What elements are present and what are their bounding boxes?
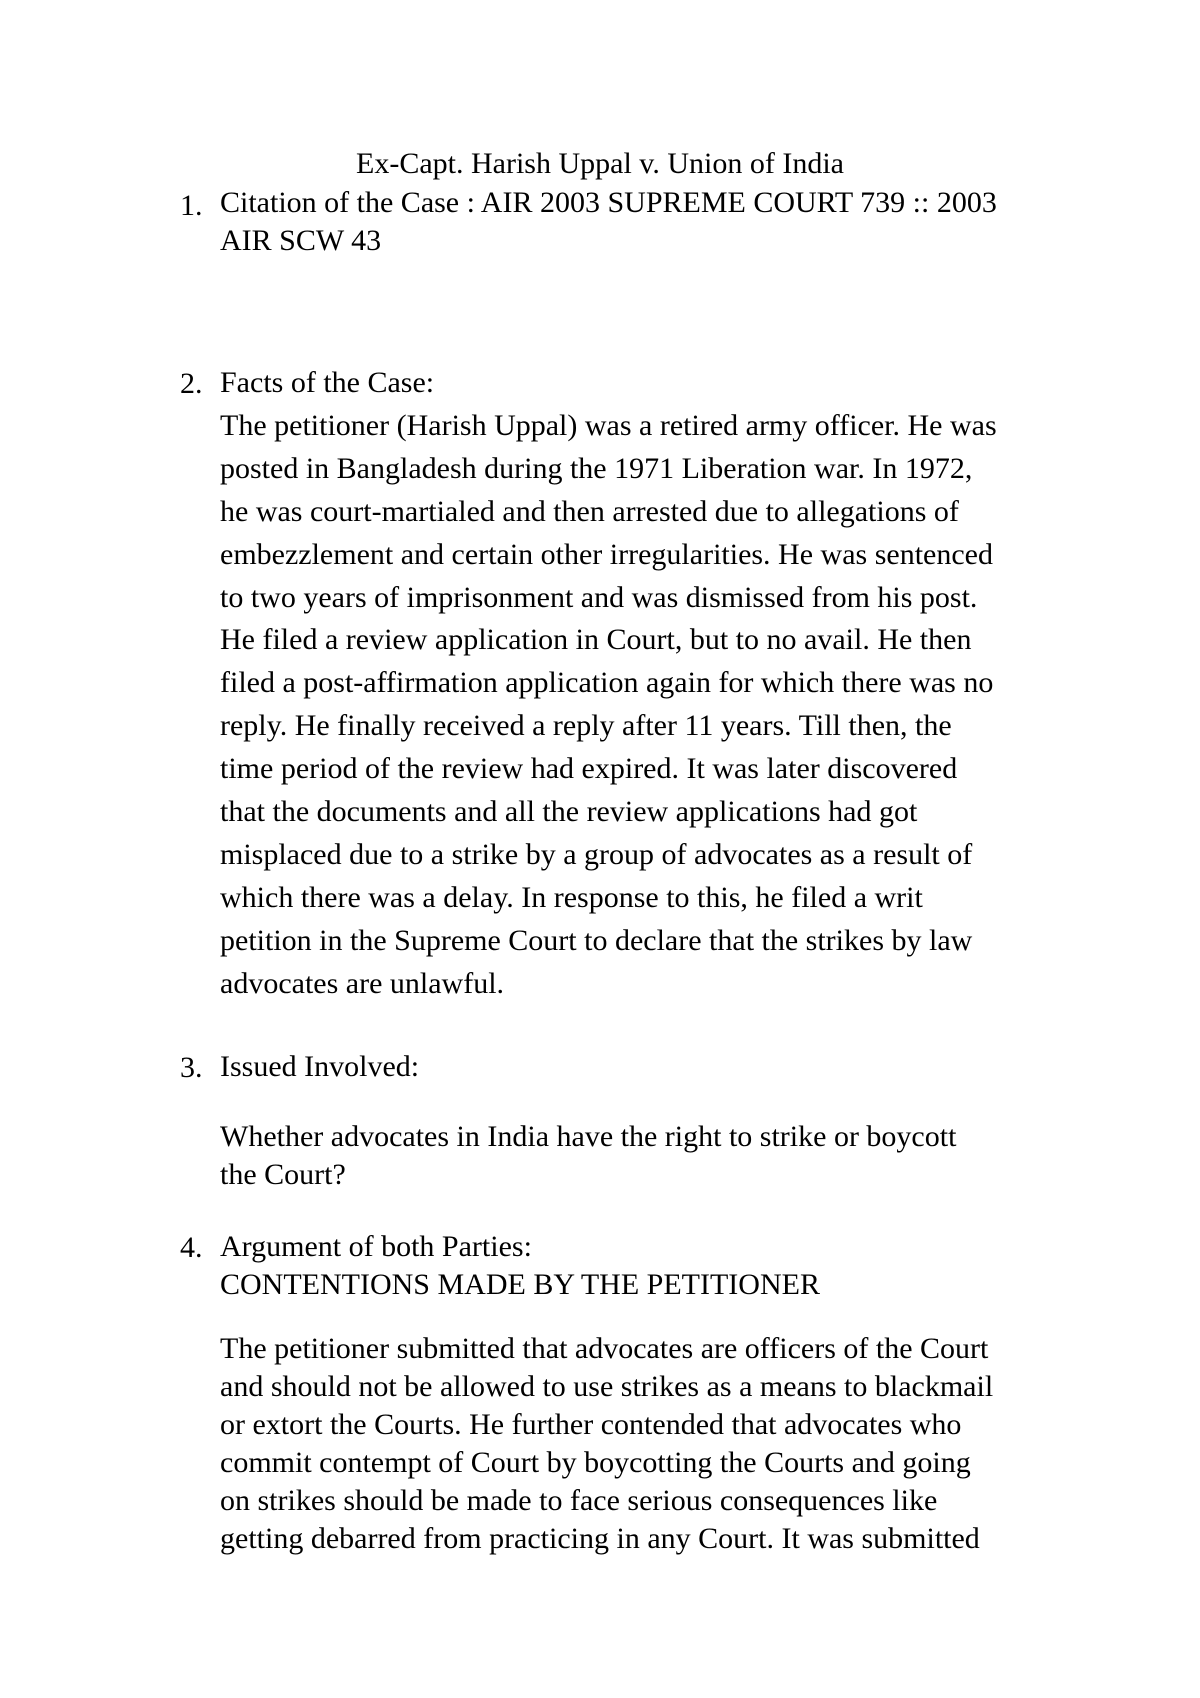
section-number: 2. <box>180 367 203 400</box>
paragraph-line: posted in Bangladesh during the 1971 Liberation war. In 1972, <box>220 451 973 485</box>
paragraph-line: on strikes should be made to face serious consequences like <box>220 1484 938 1517</box>
paragraph-line: advocates are unlawful. <box>220 966 505 1000</box>
paragraph-line: time period of the review had expired. It was later discovered <box>220 752 958 786</box>
section-heading: Issued Involved: <box>220 1050 420 1083</box>
section-heading: Facts of the Case: <box>220 366 435 399</box>
section-content <box>220 1048 1100 1194</box>
paragraph-line: which there was a delay. In response to this, he filed a writ <box>220 880 923 914</box>
paragraph-line: reply. He finally received a reply after 11 years. Till then, the <box>220 709 952 743</box>
paragraph-line: and should not be allowed to use strikes as a means to blackmail <box>220 1370 994 1403</box>
paragraph-line: or extort the Courts. He further contended that advocates who <box>220 1408 962 1441</box>
section-heading: Argument of both Parties: <box>220 1230 532 1263</box>
section-heading <box>220 184 1100 260</box>
section-content <box>220 1228 1100 1558</box>
paragraph-line: the Court? <box>220 1158 346 1191</box>
paragraph-line: The petitioner submitted that advocates are officers of the Court <box>220 1332 989 1365</box>
paragraph-line: to two years of imprisonment and was dismissed from his post. <box>220 580 978 614</box>
citation-line: Citation of the Case : AIR 2003 SUPREME COURT 739 :: 2003 <box>220 186 997 219</box>
paragraph-line: The petitioner (Harish Uppal) was a retired army officer. He was <box>220 408 997 442</box>
paragraph-line: He filed a review application in Court, but to no avail. He then <box>220 623 972 657</box>
paragraph-line: misplaced due to a strike by a group of advocates as a result of <box>220 837 973 871</box>
paragraph-line: that the documents and all the review applications had got <box>220 795 918 829</box>
section-number: 3. <box>180 1051 203 1084</box>
section-number: 4. <box>180 1231 203 1264</box>
paragraph-line: Whether advocates in India have the right to strike or boycott <box>220 1120 957 1153</box>
paragraph-line: commit contempt of Court by boycotting the Courts and going <box>220 1446 971 1479</box>
paragraph-line: embezzlement and certain other irregularities. He was sentenced <box>220 537 993 571</box>
section-content <box>220 362 1100 1006</box>
section-number: 1. <box>180 189 203 222</box>
paragraph-line: filed a post-affirmation application again for which there was no <box>220 666 994 700</box>
citation-line: AIR SCW 43 <box>220 224 382 257</box>
document-title: Ex-Capt. Harish Uppal v. Union of India <box>356 147 844 180</box>
section-subheading: CONTENTIONS MADE BY THE PETITIONER <box>220 1268 820 1301</box>
paragraph-line: petition in the Supreme Court to declare that the strikes by law <box>220 923 973 957</box>
paragraph-line: getting debarred from practicing in any Court. It was submitted <box>220 1522 980 1555</box>
paragraph-line: he was court-martialed and then arrested due to allegations of <box>220 494 959 528</box>
